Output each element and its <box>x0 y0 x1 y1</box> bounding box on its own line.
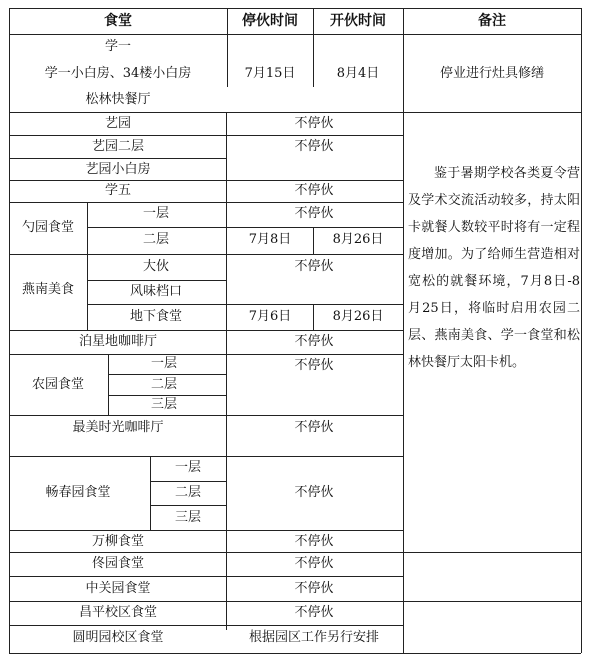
start-date: 8月4日 <box>336 66 380 81</box>
sub-label: 风味档口 <box>129 284 183 299</box>
remark-note: 鉴于暑期学校各类夏令营及学术交流活动较多，持太阳卡就餐人数较平时将有一定程度增加。为了给师生营造相对宽松的就餐环境，7月8日-8月25日，将临时启用农园二层、燕南美食、学一食堂和松林快餐厅太阳卡机。 <box>408 166 580 370</box>
floor-label: 一层 <box>174 460 202 475</box>
sub-label: 地下食堂 <box>129 309 183 324</box>
header-canteen: 食堂 <box>104 13 132 29</box>
floor-label: 三层 <box>150 397 178 412</box>
header-start-time: 开伙时间 <box>330 13 386 29</box>
canteen-name: 泊星地咖啡厅 <box>78 334 158 349</box>
canteen-name: 艺园小白房 <box>85 162 151 177</box>
canteen-name: 学一小白房、34楼小白房 <box>44 66 192 81</box>
status-value: 不停伙 <box>294 485 334 500</box>
status-value: 不停伙 <box>294 581 334 596</box>
canteen-name: 万柳食堂 <box>91 534 145 549</box>
canteen-name: 最美时光咖啡厅 <box>72 420 164 435</box>
canteen-name: 畅春园食堂 <box>45 485 111 500</box>
canteen-name: 松林快餐厅 <box>85 92 151 107</box>
status-value: 不停伙 <box>294 420 334 435</box>
floor-label: 二层 <box>150 377 178 392</box>
floor-label: 二层 <box>174 485 202 500</box>
status-value: 不停伙 <box>294 183 334 198</box>
canteen-name: 艺园二层 <box>91 139 145 154</box>
stop-date: 7月15日 <box>244 66 296 81</box>
status-value: 不停伙 <box>294 605 334 620</box>
canteen-name: 中关园食堂 <box>85 581 151 596</box>
canteen-name: 学一 <box>104 39 132 54</box>
status-value: 不停伙 <box>294 334 334 349</box>
remark-text: 停业进行灶具修缮 <box>439 66 545 81</box>
floor-label: 三层 <box>174 510 202 525</box>
status-value: 不停伙 <box>294 259 334 274</box>
status-value: 不停伙 <box>294 534 334 549</box>
status-value: 不停伙 <box>294 556 334 571</box>
status-value: 不停伙 <box>294 358 334 373</box>
status-value: 不停伙 <box>294 139 334 154</box>
canteen-name: 圆明园校区食堂 <box>72 630 164 645</box>
canteen-name: 农园食堂 <box>31 377 85 392</box>
status-value: 根据园区工作另行安排 <box>248 630 380 645</box>
stop-date: 7月8日 <box>248 232 292 247</box>
floor-label: 二层 <box>142 232 170 247</box>
canteen-name: 学五 <box>104 183 132 198</box>
floor-label: 一层 <box>150 356 178 371</box>
start-date: 8月26日 <box>332 232 384 247</box>
header-stop-time: 停伙时间 <box>242 13 298 29</box>
sub-label: 大伙 <box>142 259 170 274</box>
status-value: 不停伙 <box>294 116 334 131</box>
canteen-name: 昌平校区食堂 <box>78 605 158 620</box>
header-remark: 备注 <box>478 13 506 29</box>
status-value: 不停伙 <box>294 206 334 221</box>
canteen-name: 佟园食堂 <box>91 556 145 571</box>
floor-label: 一层 <box>142 206 170 221</box>
canteen-name: 燕南美食 <box>21 282 75 297</box>
stop-date: 7月6日 <box>248 309 292 324</box>
canteen-name: 艺园 <box>104 116 132 131</box>
canteen-name: 勺园食堂 <box>21 220 75 235</box>
start-date: 8月26日 <box>332 309 384 324</box>
